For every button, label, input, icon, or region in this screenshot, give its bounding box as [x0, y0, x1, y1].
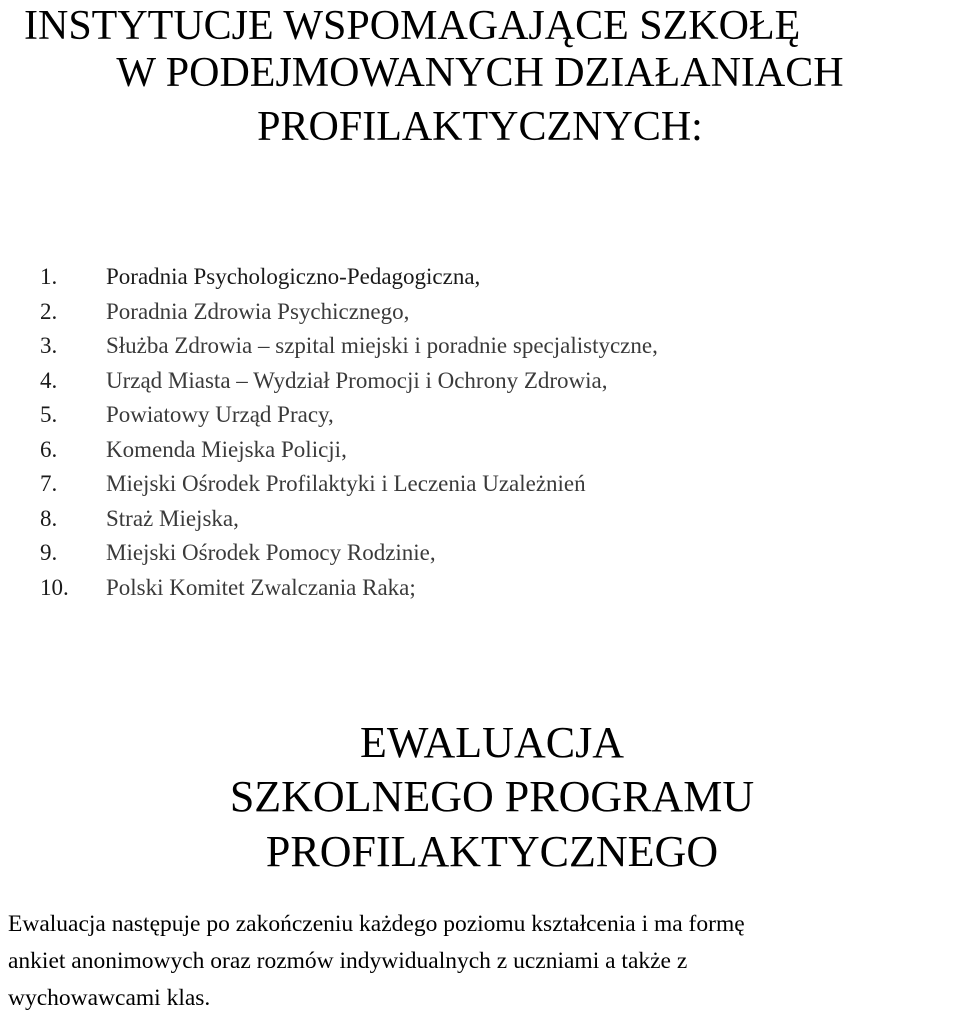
list-item-number: 7.: [40, 471, 58, 496]
list-item-number: 6.: [40, 436, 58, 462]
list-item-text: Powiatowy Urząd Pracy,: [106, 402, 334, 427]
paragraph-line: Ewaluacja następuje po zakończeniu każdego poziomu kształcenia i ma formę: [8, 911, 745, 937]
list-item: [40, 433, 658, 468]
list-item-number: 8.: [40, 505, 58, 531]
list-item-number: 4.: [40, 367, 58, 393]
evaluation-heading-line-1: EWALUACJA: [360, 718, 624, 767]
list-item-text: Poradnia Psychologiczno-Pedagogiczna,: [106, 264, 481, 289]
list-item-text: Straż Miejska,: [106, 505, 239, 531]
list-item: [40, 571, 658, 606]
evaluation-paragraph: [8, 906, 960, 1017]
list-item-number: 2.: [40, 298, 58, 324]
evaluation-heading-line-2: SZKOLNEGO PROGRAMU: [229, 772, 755, 821]
list-item: [40, 364, 658, 399]
page-title-line-3: PROFILAKTYCZNYCH:: [257, 104, 703, 150]
list-item: [40, 398, 658, 433]
list-item: [40, 329, 658, 364]
list-item-number: 3.: [40, 333, 58, 358]
list-item-text: Komenda Miejska Policji,: [106, 436, 347, 462]
paragraph-line: wychowawcami klas.: [8, 985, 211, 1011]
list-item-number: 10.: [40, 574, 69, 600]
list-item: [40, 502, 658, 537]
institutions-list: [40, 260, 658, 605]
list-item-number: 5.: [40, 402, 58, 427]
list-item-text: Polski Komitet Zwalczania Raka;: [106, 574, 416, 600]
page-title-line-1: INSTYTUCJE WSPOMAGAJĄCE SZKOŁĘ: [24, 3, 801, 49]
list-item: [40, 295, 658, 330]
list-item-text: Miejski Ośrodek Profilaktyki i Leczenia Uzależnień: [106, 471, 586, 496]
list-item: [40, 467, 658, 502]
list-item-text: Służba Zdrowia – szpital miejski i poradnie specjalistyczne,: [106, 333, 658, 358]
list-item: [40, 536, 658, 571]
evaluation-heading-line-3: PROFILAKTYCZNEGO: [265, 827, 719, 876]
list-item-text: Miejski Ośrodek Pomocy Rodzinie,: [106, 540, 436, 565]
page-title-line-2: W PODEJMOWANYCH DZIAŁANIACH: [116, 50, 844, 96]
list-item: [40, 260, 658, 295]
list-item-number: 1.: [40, 264, 58, 289]
list-item-text: Poradnia Zdrowia Psychicznego,: [106, 298, 410, 324]
list-item-text: Urząd Miasta – Wydział Promocji i Ochrony Zdrowia,: [106, 367, 608, 393]
list-item-number: 9.: [40, 540, 58, 565]
paragraph-line: ankiet anonimowych oraz rozmów indywidualnych z uczniami a także z: [8, 948, 688, 974]
